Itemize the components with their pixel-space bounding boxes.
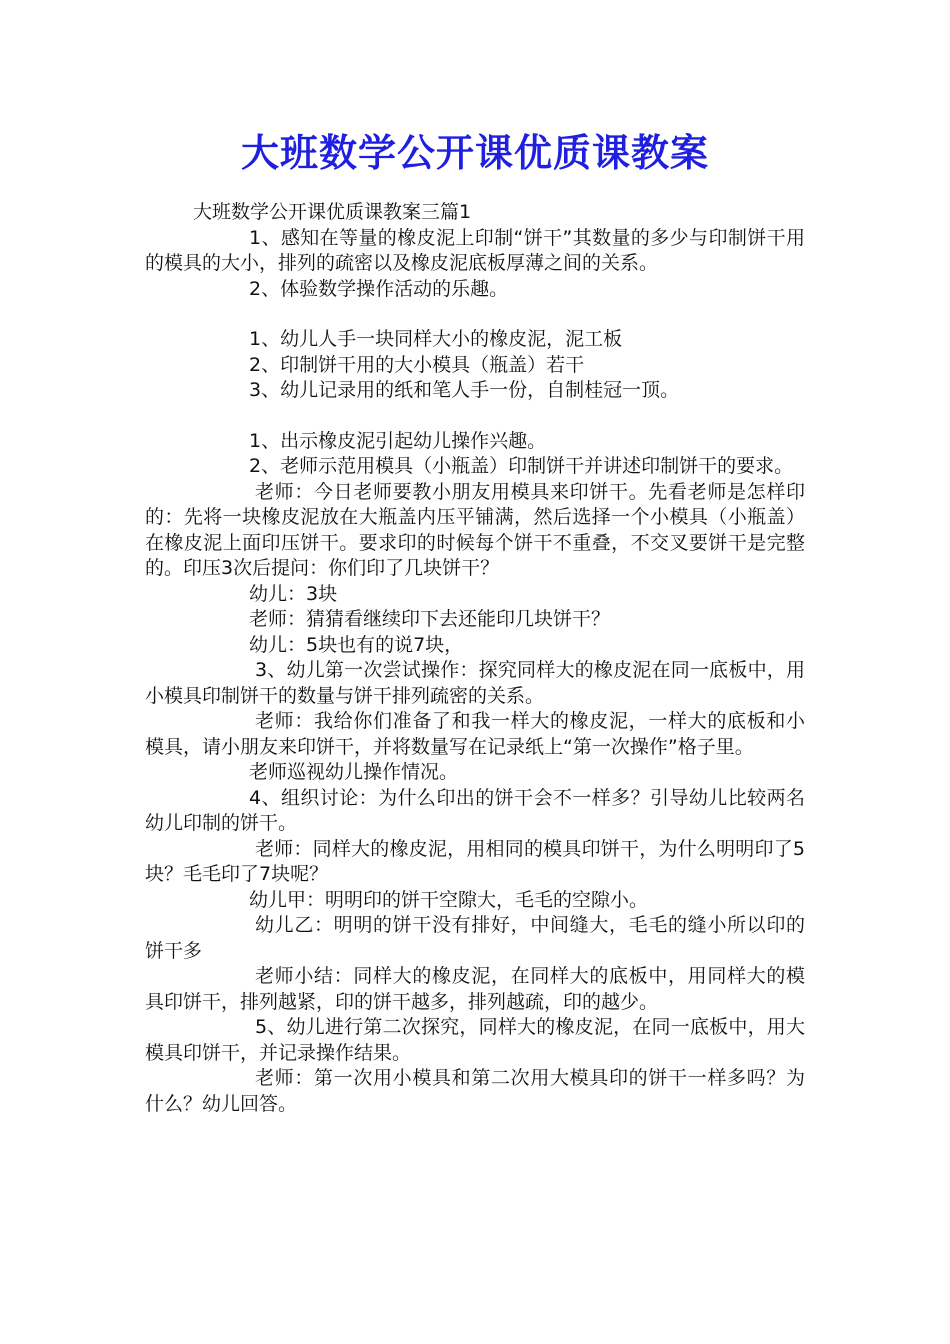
process-step: 5、幼儿进行第二次探究，同样大的橡皮泥，在同一底板中，用大模具印饼干，并记录操作结果。 xyxy=(145,1016,805,1064)
dialogue-paragraph: 老师巡视幼儿操作情况。 xyxy=(249,761,459,783)
goal-paragraph: 1、感知在等量的橡皮泥上印制“饼干”其数量的多少与印制饼干用的模具的大小，排列的疏密以及橡皮泥底板厚薄之间的关系。 xyxy=(145,226,805,274)
material-item: 1、幼儿人手一块同样大小的橡皮泥，泥工板 xyxy=(249,328,623,350)
dialogue-paragraph: 幼儿乙：明明的饼干没有排好，中间缝大，毛毛的缝小所以印的饼干多 xyxy=(145,914,805,962)
dialogue-paragraph: 幼儿：3块 xyxy=(249,582,338,605)
document-body xyxy=(145,200,805,1117)
process-step: 4、组织讨论：为什么印出的饼干会不一样多？引导幼儿比较两名幼儿印制的饼干。 xyxy=(145,786,805,834)
section-heading: 大班数学公开课优质课教案三篇1 xyxy=(193,201,472,223)
dialogue-paragraph: 幼儿甲：明明印的饼干空隙大，毛毛的空隙小。 xyxy=(249,888,649,911)
material-item: 2、印制饼干用的大小模具（瓶盖）若干 xyxy=(249,353,585,376)
summary-paragraph: 老师小结：同样大的橡皮泥，在同样大的底板中，用同样大的模具印饼干，排列越紧，印的饼干越多，排列越疏，印的越少。 xyxy=(145,965,805,1013)
dialogue-paragraph: 幼儿：5块也有的说7块， xyxy=(249,633,464,656)
dialogue-paragraph: 老师：同样大的橡皮泥，用相同的模具印饼干，为什么明明印了5块？毛毛印了7块呢？ xyxy=(145,837,805,885)
material-item: 3、幼儿记录用的纸和笔人手一份，自制桂冠一顶。 xyxy=(249,379,680,401)
dialogue-paragraph: 老师：我给你们准备了和我一样大的橡皮泥，一样大的底板和小模具，请小朋友来印饼干，并将数量写在记录纸上“第一次操作”格子里。 xyxy=(145,710,805,758)
document-title: 大班数学公开课优质课教案 xyxy=(240,131,709,175)
dialogue-paragraph: 老师：第一次用小模具和第二次用大模具印的饼干一样多吗？为什么？幼儿回答。 xyxy=(145,1067,805,1115)
process-step: 3、幼儿第一次尝试操作：探究同样大的橡皮泥在同一底板中，用小模具印制饼干的数量与饼干排列疏密的关系。 xyxy=(145,659,805,707)
dialogue-paragraph: 老师：今日老师要教小朋友用模具来印饼干。先看老师是怎样印的：先将一块橡皮泥放在大瓶盖内压平铺满，然后选择一个小模具（小瓶盖）在橡皮泥上面印压饼干。要求印的时候每个饼干不重叠，不交叉要饼干是完整的。印压3次后提问：你们印了几块饼干？ xyxy=(145,480,805,579)
process-step: 1、出示橡皮泥引起幼儿操作兴趣。 xyxy=(249,429,547,452)
process-step: 2、老师示范用模具（小瓶盖）印制饼干并讲述印制饼干的要求。 xyxy=(249,455,794,477)
dialogue-paragraph: 老师：猜猜看继续印下去还能印几块饼干？ xyxy=(249,608,611,630)
paragraph-spacer xyxy=(145,302,805,327)
paragraph-spacer xyxy=(145,404,805,429)
goal-paragraph: 2、体验数学操作活动的乐趣。 xyxy=(249,277,509,300)
